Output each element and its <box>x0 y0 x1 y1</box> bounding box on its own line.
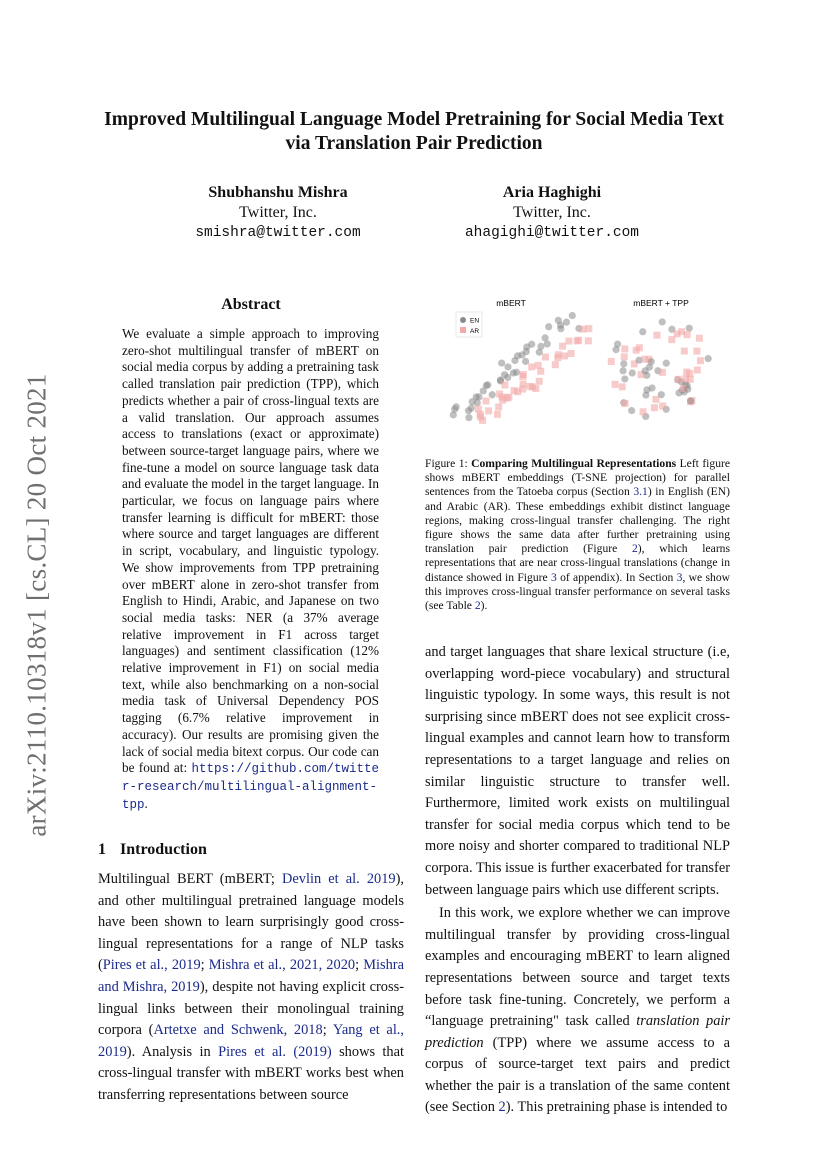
citation[interactable]: Artetxe and Schwenk, 2018 <box>153 1022 323 1039</box>
ar-point <box>528 363 535 370</box>
body-text: Multilingual BERT (mBERT; <box>98 871 282 887</box>
figure-1 <box>425 290 730 440</box>
abstract-heading: Abstract <box>221 296 281 313</box>
en-point <box>523 343 530 350</box>
ar-point <box>565 338 572 345</box>
legend <box>456 312 482 337</box>
ar-point <box>659 369 666 376</box>
ar-point <box>681 348 688 355</box>
ar-point <box>485 407 492 414</box>
body-text: ). Analysis in <box>126 1043 219 1060</box>
en-point <box>620 360 627 367</box>
ar-point <box>501 381 508 388</box>
en-point <box>465 414 472 421</box>
ar-point <box>536 378 543 385</box>
body-text: ). This pretraining phase is intended to <box>505 1099 728 1116</box>
ar-point <box>674 330 681 337</box>
section-heading <box>98 841 207 859</box>
en-point <box>489 391 496 398</box>
en-point <box>537 343 544 350</box>
caption-ref[interactable]: 3 <box>550 570 557 584</box>
citation[interactable]: Pires et al., 2019 <box>102 957 201 974</box>
ar-point <box>612 381 619 388</box>
ar-point <box>653 332 660 339</box>
right-plot-title: mBERT + TPP <box>633 298 689 308</box>
figure-1-caption <box>425 457 730 613</box>
ar-point <box>519 373 526 380</box>
body-text: ; <box>355 957 364 974</box>
abstract-text: We evaluate a simple approach to improving zero-shot multilingual transfer of mBERT on social media corpus by adding a pretraining task called translation pair prediction (TPP), which predicts whether a pair of cross-lingual texts are a valid translation. Our approach assumes access to translations (exact or approximate) between source-target language pairs, where we fine-tune a model on source language task data and evaluate the model in the target language. In particular, we focus on language pairs where transfer learning is difficult for mBERT: those where source and target languages are different in script, vocabulary, and linguistic typology. We show improvements from TPP pretraining over mBERT alone in zero-shot transfer from English to Hindi, Arabic, and Japanese on two social media tasks: NER (a 37% average relative improvement in F1 across target languages) and sentiment classification (12% relative improvement in F1) on social media text, while also benchmarking on a non-social media task of Universal Dependency POS tagging (6.7% relative improvement in accuracy). Our results are promising given the lack of social media bitext corpus. Our code can be found at: <box>122 326 379 776</box>
ar-point <box>641 356 648 363</box>
en-point <box>453 403 460 410</box>
ar-point <box>554 354 561 361</box>
ar-point <box>579 326 586 333</box>
ar-point <box>526 383 533 390</box>
caption-ref[interactable]: 3.1 <box>633 485 648 499</box>
ar-point <box>537 368 544 375</box>
en-point <box>658 391 665 398</box>
code-link[interactable]: https://github.com/twitter-research/multilingual-alignment-tpp <box>122 762 379 812</box>
tsne-plots <box>425 290 730 440</box>
caption-text: ) in English (EN) and Arabic (AR). These embeddings exhibit distinct language regions, making cross-lingual transfer challenging. The right figure shows the same data after further pretraining using translation pair prediction (Figure <box>425 485 730 556</box>
section-number: 1 <box>98 841 106 858</box>
section-ref[interactable]: 2 <box>498 1099 506 1116</box>
author-block-2 <box>402 183 702 243</box>
intro-right-column <box>425 642 730 1119</box>
en-point <box>628 407 635 414</box>
left-plot-title: mBERT <box>496 298 526 308</box>
en-point <box>504 363 511 370</box>
ar-point <box>568 350 575 357</box>
ar-point <box>622 400 629 407</box>
en-point <box>663 360 670 367</box>
ar-point <box>552 361 559 368</box>
en-point <box>522 358 529 365</box>
en-point <box>501 371 508 378</box>
en-point <box>612 346 619 353</box>
en-point <box>498 359 505 366</box>
en-point <box>450 411 457 418</box>
author-affiliation: Twitter, Inc. <box>513 204 591 221</box>
author-name: Shubhanshu Mishra <box>208 184 348 201</box>
en-point <box>484 381 491 388</box>
caption-text: ). <box>480 599 488 613</box>
citation[interactable]: Pires et al. (2019) <box>218 1043 332 1060</box>
citation[interactable]: Devlin et al. 2019 <box>282 871 396 887</box>
caption-title: Comparing Multilingual Representations <box>471 457 677 470</box>
arxiv-sidebar <box>12 370 62 840</box>
ar-point <box>494 411 501 418</box>
ar-point <box>640 408 647 415</box>
en-point <box>544 340 551 347</box>
paper-title: Improved Multilingual Language Model Pretraining for Social Media Text via Translation Pair Prediction <box>104 109 724 154</box>
ar-point <box>499 397 506 404</box>
intro-left-column <box>98 869 404 1107</box>
citation[interactable]: Mishra and Mishra, 2019 <box>98 957 404 995</box>
ar-point <box>559 343 566 350</box>
en-point <box>569 312 576 319</box>
author-email[interactable]: ahagighi@twitter.com <box>464 225 640 241</box>
ar-point <box>684 331 691 338</box>
ar-point <box>561 352 568 359</box>
ar-point <box>585 325 592 332</box>
ar-point <box>682 375 689 382</box>
ar-point <box>696 335 703 342</box>
emphasis-text: translation pair prediction <box>425 1013 731 1051</box>
paragraph: and target languages that share lexical structure (i.e, overlapping word-piece vocabulary) and structural linguistic typology. In some ways, this result is not surprising since mBERT does not see explicit cross-lingual examples and cannot learn how to transform representations to a target language and relies on similar linguistic structure to transfer well. Furthermore, limited work exists on multilingual transfer for social media corpus which tend to be more noisy and shorter compared to traditional NLP corpora. This issue is further exacerbated for transfer between language pairs which use different scripts. <box>425 644 731 898</box>
author-email[interactable]: smishra@twitter.com <box>195 225 361 241</box>
ar-point <box>496 390 503 397</box>
ar-point <box>495 403 502 410</box>
ar-point <box>694 367 701 374</box>
en-point <box>621 375 628 382</box>
body-text: ; <box>322 1022 333 1039</box>
body-text: In this work, we explore whether we can improve multilingual transfer by providing cross-lingual examples and encouraging mBERT to learn aligned representations between source and target texts before task fine-tuning. Concretely, we perform a “language pretraining" task called <box>425 905 730 1030</box>
ar-point <box>683 369 690 376</box>
en-point <box>659 318 666 325</box>
caption-text: , we show this improves cross-lingual transfer performance on several tasks (see Table <box>425 570 730 613</box>
en-point <box>686 325 693 332</box>
en-point <box>465 407 472 414</box>
ar-point <box>636 344 643 351</box>
caption-ref[interactable]: 2 <box>474 599 481 613</box>
en-point <box>642 391 649 398</box>
ar-point <box>652 396 659 403</box>
ar-point <box>651 404 658 411</box>
scatter-points <box>450 312 712 424</box>
ar-point <box>477 411 484 418</box>
en-point <box>514 352 521 359</box>
en-point <box>648 358 655 365</box>
ar-point <box>621 353 628 360</box>
caption-label: Figure 1: <box>425 457 468 470</box>
ar-point <box>659 403 666 410</box>
en-point <box>629 369 636 376</box>
en-point <box>619 367 626 374</box>
legend-label-ar: AR <box>470 328 480 335</box>
en-point <box>513 369 520 376</box>
body-text: shows that cross-lingual transfer with mBERT works best when transferring representations between source <box>98 1043 405 1103</box>
ar-point <box>542 354 549 361</box>
ar-point <box>585 337 592 344</box>
caption-text: of appendix). In Section <box>556 570 677 584</box>
en-point <box>474 399 481 406</box>
ar-point <box>511 387 518 394</box>
citation[interactable]: Mishra et al., 2021, 2020 <box>208 957 356 974</box>
en-point <box>642 367 649 374</box>
en-point <box>555 317 562 324</box>
caption-ref[interactable]: 3 <box>676 570 683 584</box>
paragraph <box>425 903 730 1119</box>
en-point <box>557 325 564 332</box>
en-point <box>684 386 691 393</box>
body-text: ), despite not having explicit cross-lingual links between their monolingual training corpora ( <box>98 978 404 1039</box>
en-point <box>705 355 712 362</box>
en-point <box>648 384 655 391</box>
legend-label-en: EN <box>470 317 480 325</box>
en-point <box>563 319 570 326</box>
abstract-end: . <box>144 795 148 811</box>
ar-point <box>619 383 626 390</box>
ar-point <box>675 376 682 383</box>
arxiv-identifier: arXiv:2110.10318v1 [cs.CL] 20 Oct 2021 <box>21 373 52 837</box>
section-title: Introduction <box>120 841 207 858</box>
en-point <box>687 397 694 404</box>
en-point <box>545 323 552 330</box>
legend-marker-en <box>460 317 466 323</box>
ar-point <box>621 345 628 352</box>
author-block-1 <box>128 183 428 243</box>
ar-point <box>693 348 700 355</box>
ar-point <box>608 358 615 365</box>
ar-point <box>697 357 704 364</box>
author-name: Aria Haghighi <box>502 184 602 201</box>
citation[interactable]: Yang et al., 2019 <box>98 1022 405 1060</box>
abstract-body <box>122 326 379 813</box>
en-point <box>639 328 646 335</box>
caption-text: Left figure shows mBERT embeddings (T-SNE projection) for parallel sentences from the Tatoeba corpus (Section <box>425 457 731 499</box>
ar-point <box>482 397 489 404</box>
legend-marker-ar <box>460 327 466 333</box>
body-text: ; <box>200 957 209 974</box>
caption-ref[interactable]: 2 <box>631 542 638 556</box>
caption-text: ), which learns representations that are near cross-lingual translations (change in distance showed in Figure <box>425 542 730 584</box>
body-text: ), and other multilingual pretrained language models have been shown to learn surprisingly good cross-lingual representations for a range of NLP tasks ( <box>98 871 404 974</box>
author-affiliation: Twitter, Inc. <box>239 204 317 221</box>
ar-point <box>575 337 582 344</box>
body-text: (TPP) where we assume access to a corpus of source-target text pairs and predict whether the pair is a translation of the same content (see Section <box>425 1034 730 1116</box>
